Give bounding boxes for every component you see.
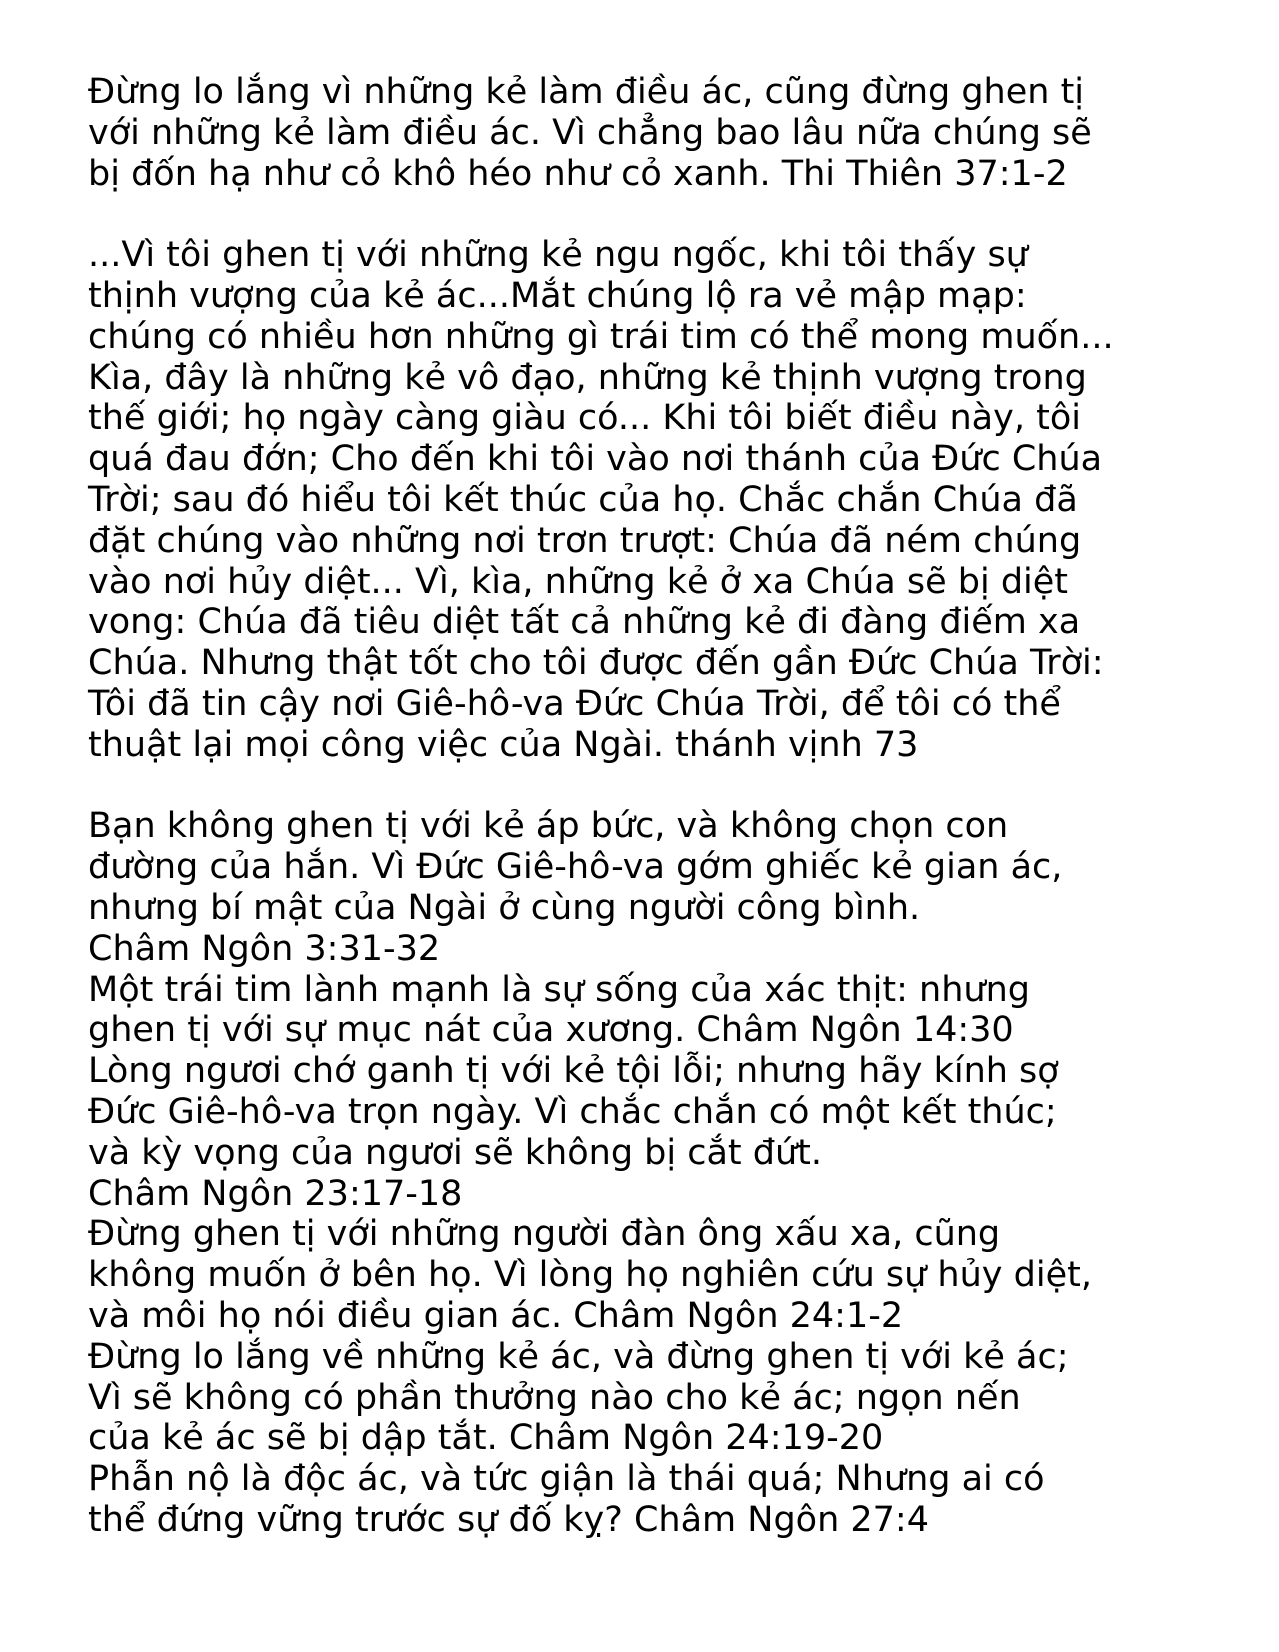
text-line: quá đau đớn; Cho đến khi tôi vào nơi thánh của Đức Chúa: [88, 439, 1103, 480]
text-line: Lòng ngươi chớ ganh tị với kẻ tội lỗi; nhưng hãy kính sợ: [88, 1051, 1059, 1092]
text-line: và môi họ nói điều gian ác. Châm Ngôn 24:1-2: [88, 1295, 904, 1336]
text-line: nhưng bí mật của Ngài ở cùng người công bình.: [88, 887, 921, 928]
text-line: Một trái tim lành mạnh là sự sống của xác thịt: nhưng: [88, 969, 1030, 1010]
text-line: vong: Chúa đã tiêu diệt tất cả những kẻ đi đàng điếm xa: [88, 602, 1081, 643]
text-line: Tôi đã tin cậy nơi Giê-hô-va Đức Chúa Trời, để tôi có thể: [88, 683, 1061, 724]
text-line: Vì sẽ không có phần thưởng nào cho kẻ ác; ngọn nến: [88, 1377, 1021, 1418]
text-line: Phẫn nộ là độc ác, và tức giận là thái quá; Nhưng ai có: [88, 1459, 1045, 1500]
text-line: và kỳ vọng của ngươi sẽ không bị cắt đứt.: [88, 1132, 823, 1173]
text-line: với những kẻ làm điều ác. Vì chẳng bao lâu nữa chúng sẽ: [88, 112, 1092, 153]
text-line: của kẻ ác sẽ bị dập tắt. Châm Ngôn 24:19-20: [88, 1418, 884, 1459]
text-line: đặt chúng vào những nơi trơn trượt: Chúa đã ném chúng: [88, 520, 1082, 561]
text-line: không muốn ở bên họ. Vì lòng họ nghiên cứu sự hủy diệt,: [88, 1255, 1092, 1296]
text-line: Đức Giê-hô-va trọn ngày. Vì chắc chắn có một kết thúc;: [88, 1091, 1057, 1132]
text-line: thuật lại mọi công việc của Ngài. thánh vịnh 73: [88, 724, 919, 765]
document-page: [88, 72, 1218, 1541]
text-line: vào nơi hủy diệt... Vì, kìa, những kẻ ở xa Chúa sẽ bị diệt: [88, 561, 1069, 602]
text-line: Bạn không ghen tị với kẻ áp bức, và không chọn con: [88, 806, 1009, 847]
text-line: Đừng lo lắng về những kẻ ác, và đừng ghen tị với kẻ ác;: [88, 1336, 1069, 1377]
text-line: Kìa, đây là những kẻ vô đạo, những kẻ thịnh vượng trong: [88, 357, 1087, 398]
text-line: thịnh vượng của kẻ ác...Mắt chúng lộ ra vẻ mập mạp:: [88, 275, 1027, 316]
text-line: ghen tị với sự mục nát của xương. Châm Ngôn 14:30: [88, 1010, 1014, 1051]
paragraph-proverbs: [88, 806, 1218, 1540]
text-line: bị đốn hạ như cỏ khô héo như cỏ xanh. Thi Thiên 37:1-2: [88, 153, 1068, 194]
paragraph-psalm-73: [88, 235, 1218, 765]
text-line: Châm Ngôn 3:31-32: [88, 928, 441, 969]
text-line: chúng có nhiều hơn những gì trái tim có thể mong muốn...: [88, 316, 1114, 357]
paragraph-psalm-37: [88, 72, 1218, 194]
text-line: Đừng ghen tị với những người đàn ông xấu xa, cũng: [88, 1214, 1001, 1255]
text-line: thể đứng vững trước sự đố kỵ? Châm Ngôn 27:4: [88, 1499, 929, 1540]
text-line: Châm Ngôn 23:17-18: [88, 1173, 463, 1214]
text-line: đường của hắn. Vì Đức Giê-hô-va gớm ghiếc kẻ gian ác,: [88, 847, 1063, 888]
text-line: ...Vì tôi ghen tị với những kẻ ngu ngốc, khi tôi thấy sự: [88, 235, 1028, 276]
text-line: Chúa. Nhưng thật tốt cho tôi được đến gần Đức Chúa Trời:: [88, 643, 1104, 684]
text-line: Trời; sau đó hiểu tôi kết thúc của họ. Chắc chắn Chúa đã: [88, 479, 1078, 520]
paragraph-gap: [88, 766, 1218, 807]
paragraph-gap: [88, 194, 1218, 235]
text-line: thế giới; họ ngày càng giàu có... Khi tôi biết điều này, tôi: [88, 398, 1081, 439]
text-line: Đừng lo lắng vì những kẻ làm điều ác, cũng đừng ghen tị: [88, 72, 1085, 112]
